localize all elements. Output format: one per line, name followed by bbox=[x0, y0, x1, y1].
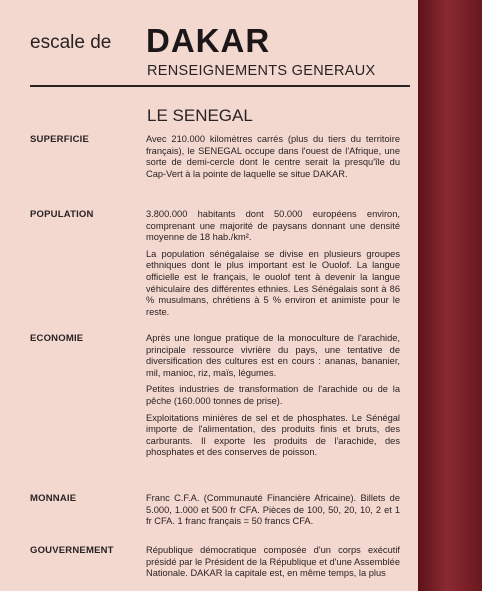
header-prefix: escale de bbox=[30, 32, 112, 53]
section-label: GOUVERNEMENT bbox=[30, 545, 114, 556]
section-label: ECONOMIE bbox=[30, 333, 84, 344]
section-label: MONNAIE bbox=[30, 493, 77, 504]
section-title: LE SENEGAL bbox=[147, 106, 253, 125]
header-rule bbox=[30, 85, 410, 87]
section-text bbox=[146, 545, 400, 585]
paragraph: Petites industries de transformation de l'arachide ou de la pêche (160.000 tonnes de prise). bbox=[146, 384, 400, 406]
section-label: SUPERFICIE bbox=[30, 134, 90, 145]
paragraph: Exploitations minières de sel et de phosphates. Le Sénégal importe de l'alimentation, des produits finis et bruts, des carburants. Il exporte les produits de l'arachide, des phosphates et des conserves de poisson. bbox=[146, 412, 400, 458]
paragraph: République démocratique composée d'un corps exécutif présidé par le Président de la République et d'une Assemblée Nationale. DAKAR la capitale est, en même temps, la plus bbox=[146, 545, 400, 579]
header-city: DAKAR bbox=[146, 22, 271, 59]
section-text bbox=[146, 209, 400, 323]
cover-edge bbox=[418, 0, 482, 591]
paragraph: Avec 210.000 kilomètres carrés (plus du tiers du territoire français), le SENEGAL occupe dans l'ouest de l'Afrique, une sorte de demi-cercle dont le centre serait la presqu'île du Cap-Vert à la pointe de laquelle se situe DAKAR. bbox=[146, 134, 400, 179]
section-text bbox=[146, 134, 400, 185]
paragraph: Après une longue pratique de la monoculture de l'arachide, principale ressource vivrière du pays, une tentative de diversification des cultures est en cours : ananas, bananier, mil, manioc, riz, maïs, légumes. bbox=[146, 333, 400, 378]
section-label: POPULATION bbox=[30, 209, 94, 220]
paragraph: Franc C.F.A. (Communauté Financière Africaine). Billets de 5.000, 1.000 et 500 fr CFA. Pièces de 100, 50, 20, 10, 2 et 1 fr CFA. 1 franc français = 50 francs CFA. bbox=[146, 493, 400, 527]
header-subtitle: RENSEIGNEMENTS GENERAUX bbox=[147, 63, 376, 79]
paragraph: 3.800.000 habitants dont 50.000 européens environ, comprenant une majorité de paysans donnant une densité moyenne de 18 hab./km². bbox=[146, 209, 400, 243]
paragraph: La population sénégalaise se divise en plusieurs groupes ethniques dont le plus important est le Ouolof. La langue officielle est le français, le ouolof tent à devenir la langue véhiculaire des différentes ethnies. Les Sénégalais sont à 86 % musulmans, chrétiens à 5 % environ et animiste pour le reste. bbox=[146, 248, 400, 317]
section-text bbox=[146, 333, 400, 464]
section-text bbox=[146, 493, 400, 533]
